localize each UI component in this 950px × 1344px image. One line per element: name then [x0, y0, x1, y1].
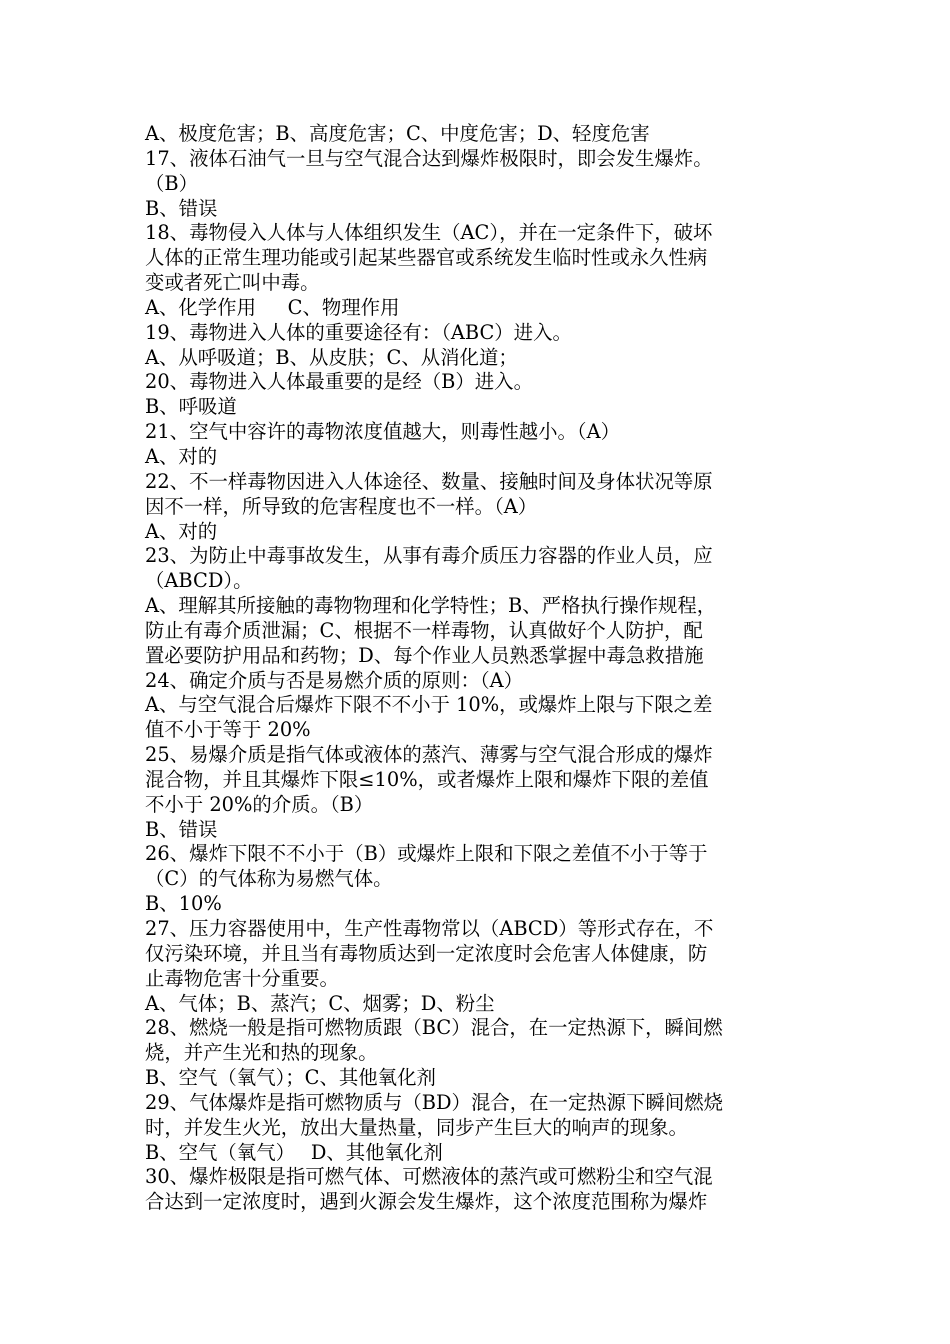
text-line: A、对的 [145, 444, 218, 468]
text-line: B、空气（氧气） D、其他氧化剂 [145, 1140, 443, 1164]
text-line: 17、液体石油气一旦与空气混合达到爆炸极限时，即会发生爆炸。 [145, 146, 713, 170]
text-line: 变或者死亡叫中毒。 [145, 271, 320, 295]
text-line: 22、不一样毒物因进入人体途径、数量、接触时间及身体状况等原 [145, 469, 713, 493]
text-line: 25、易爆介质是指气体或液体的蒸汽、薄雾与空气混合形成的爆炸 [145, 743, 713, 767]
text-line: 人体的正常生理功能或引起某些器官或系统发生临时性或永久性病 [145, 246, 708, 270]
text-line: 置必要防护用品和药物；D、每个作业人员熟悉掌握中毒急救措施 [145, 643, 704, 667]
text-line: B、错误 [145, 196, 218, 220]
text-line: A、从呼吸道；B、从皮肤；C、从消化道； [145, 345, 518, 369]
text-line: B、10% [145, 892, 222, 916]
text-line: A、化学作用 C、物理作用 [145, 295, 400, 319]
text-line: 仅污染环境，并且当有毒物质达到一定浓度时会危害人体健康，防 [145, 941, 708, 965]
text-line: 19、毒物进入人体的重要途径有：（ABC）进入。 [145, 320, 572, 344]
text-line: （C）的气体称为易燃气体。 [145, 867, 393, 891]
text-line: 29、气体爆炸是指可燃物质与（BD）混合，在一定热源下瞬间燃烧 [145, 1090, 724, 1114]
document-page [145, 122, 810, 1215]
text-line: 27、压力容器使用中，生产性毒物常以（ABCD）等形式存在，不 [145, 917, 714, 940]
text-line: 26、爆炸下限不不小于（B）或爆炸上限和下限之差值不小于等于 [145, 842, 708, 866]
text-line: 因不一样，所导致的危害程度也不一样。（A） [145, 494, 538, 518]
text-line: 20、毒物进入人体最重要的是经（B）进入。 [145, 370, 533, 394]
text-line: A、理解其所接触的毒物物理和化学特性；B、严格执行操作规程， [145, 594, 717, 618]
text-line: 30、爆炸极限是指可燃气体、可燃液体的蒸汽或可燃粉尘和空气混 [145, 1165, 713, 1189]
text-line: 防止有毒介质泄漏；C、根据不一样毒物，认真做好个人防护，配 [145, 618, 703, 642]
text-line: 烧，并产生光和热的现象。 [145, 1041, 378, 1065]
text-line: A、气体；B、蒸汽；C、烟雾；D、粉尘 [145, 991, 495, 1015]
text-line: （B） [145, 171, 199, 195]
text-line: A、与空气混合后爆炸下限不不小于 10%，或爆炸上限与下限之差 [145, 693, 713, 717]
text-line: 值不小于等于 20% [145, 718, 311, 742]
text-line: 23、为防止中毒事故发生，从事有毒介质压力容器的作业人员，应 [145, 544, 713, 568]
text-line: 21、空气中容许的毒物浓度值越大，则毒性越小。（A） [145, 420, 620, 444]
text-line: 18、毒物侵入人体与人体组织发生（AC），并在一定条件下，破坏 [145, 221, 713, 245]
text-line: 时，并发生火光，放出大量热量，同步产生巨大的响声的现象。 [145, 1115, 688, 1139]
text-line: 止毒物危害十分重要。 [145, 966, 339, 990]
text-line: A、极度危害；B、高度危害；C、中度危害；D、轻度危害 [145, 122, 650, 145]
text-line: 24、确定介质与否是易燃介质的原则：（A） [145, 668, 524, 692]
text-line: 混合物，并且其爆炸下限≤10%，或者爆炸上限和爆炸下限的差值 [145, 767, 709, 791]
text-line: B、呼吸道 [145, 395, 237, 419]
text-line: 合达到一定浓度时，遇到火源会发生爆炸，这个浓度范围称为爆炸 [145, 1190, 708, 1214]
text-line: 不小于 20%的介质。（B） [145, 792, 374, 816]
text-line: A、对的 [145, 519, 218, 543]
text-line: 28、燃烧一般是指可燃物质跟（BC）混合，在一定热源下，瞬间燃 [145, 1016, 723, 1040]
text-line: B、错误 [145, 817, 218, 841]
text-line: （ABCD）。 [145, 569, 253, 593]
text-line: B、空气（氧气）；C、其他氧化剂 [145, 1066, 436, 1090]
